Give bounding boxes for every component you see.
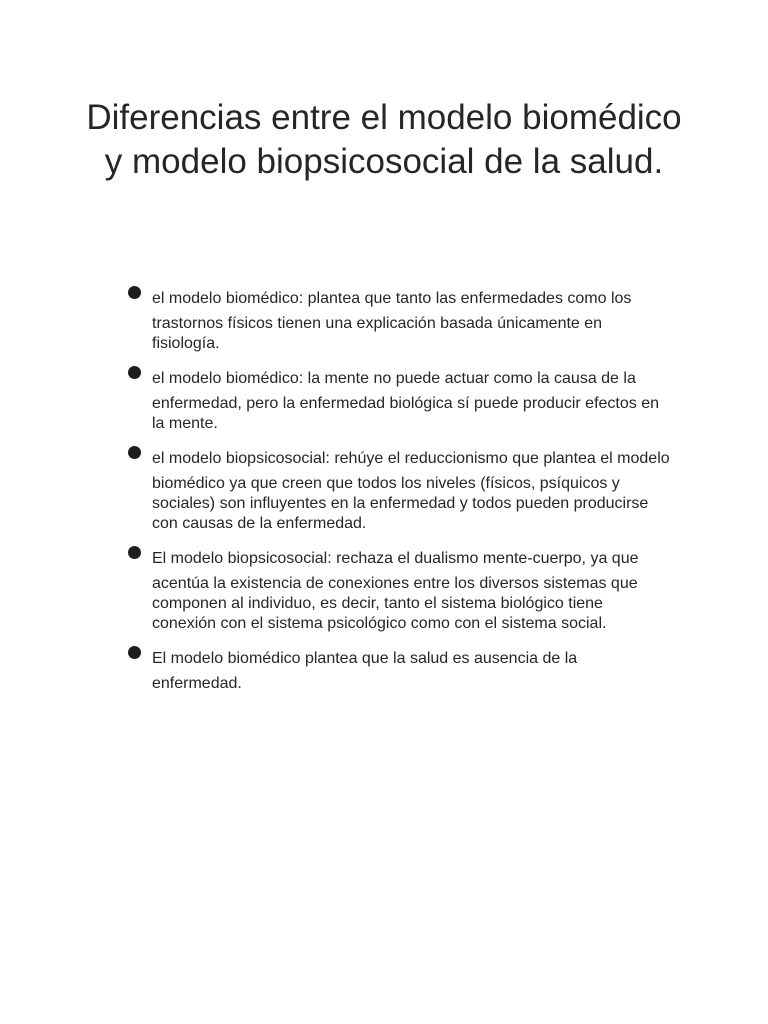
list-item-text: el modelo biopsicosocial: rehúye el reduccionismo que plantea el modelo biomédico ya que creen que todos los niveles (físicos, psíquicos y sociales) son influyentes en la enfermedad y todos pueden producirse con causas de la enfermedad. (152, 450, 670, 532)
bullet-point-icon (128, 546, 141, 559)
bullet-list (124, 284, 670, 704)
list-item (124, 644, 670, 694)
bullet-point-icon (128, 646, 141, 659)
list-item (124, 364, 670, 434)
page-title: Diferencias entre el modelo biomédico y modelo biopsicosocial de la salud. (86, 98, 682, 181)
list-item-text: el modelo biomédico: la mente no puede actuar como la causa de la enfermedad, pero la enfermedad biológica sí puede producir efectos en la mente. (152, 370, 659, 432)
list-item-text: el modelo biomédico: plantea que tanto las enfermedades como los trastornos físicos tienen una explicación basada únicamente en fisiología. (152, 290, 632, 352)
list-item (124, 544, 670, 634)
list-item-text: El modelo biomédico plantea que la salud es ausencia de la enfermedad. (152, 650, 578, 692)
bullet-point-icon (128, 366, 141, 379)
list-item (124, 284, 670, 354)
bullet-point-icon (128, 446, 141, 459)
bullet-point-icon (128, 286, 141, 299)
list-item (124, 444, 670, 534)
list-item-text: El modelo biopsicosocial: rechaza el dualismo mente-cuerpo, ya que acentúa la existencia de conexiones entre los diversos sistemas que componen al individuo, es decir, tanto el sistema biológico tiene conexión con el sistema psicológico como con el sistema social. (152, 550, 639, 632)
